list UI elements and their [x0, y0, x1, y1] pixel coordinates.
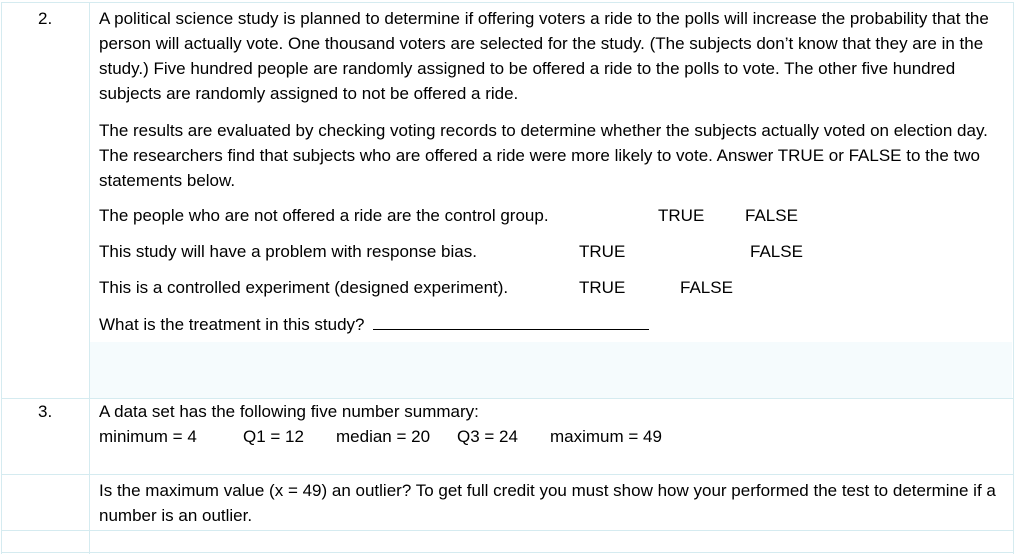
question-text: Is the maximum value (x = 49) an outlier? To get full credit you must show how your performed the test to determine if a number is an outlier.	[99, 481, 996, 525]
summary-minimum: minimum = 4	[99, 427, 197, 446]
statement-text: This is a controlled experiment (designed experiment).	[99, 278, 509, 297]
answer-blank[interactable]	[373, 316, 649, 330]
question-text: A data set has the following five number summary:	[99, 402, 479, 421]
false-option[interactable]: FALSE	[750, 242, 803, 261]
question-text: The results are evaluated by checking voting records to determine whether the subjects actually voted on election day. The researchers find that subjects who are offered a ride were more likely to vote. Answer TRUE or FALSE to the two statements below.	[99, 121, 988, 190]
statement-text: The people who are not offered a ride are the control group.	[99, 206, 549, 225]
treatment-question	[99, 314, 649, 336]
treatment-question-label: What is the treatment in this study?	[99, 315, 365, 334]
true-option[interactable]: TRUE	[658, 206, 705, 225]
summary-maximum: maximum = 49	[550, 427, 662, 446]
answer-space	[90, 342, 1012, 398]
false-option[interactable]: FALSE	[680, 278, 733, 297]
question-text: A political science study is planned to determine if offering voters a ride to the polls will increase the probability that the person will actually vote. One thousand voters are selected for the study. (The subjects don’t know that they are in the study.) Five hundred people are randomly assigned to be offered a ride to the polls to vote. The other five hundred subjects are randomly assigned to not be offered a ride.	[99, 9, 989, 103]
statement-text: This study will have a problem with response bias.	[99, 242, 477, 261]
summary-q3: Q3 = 24	[457, 427, 518, 446]
summary-median: median = 20	[336, 427, 431, 446]
false-option[interactable]: FALSE	[745, 206, 798, 225]
true-option[interactable]: TRUE	[579, 242, 626, 261]
question-number: 2.	[38, 9, 53, 28]
true-option[interactable]: TRUE	[579, 278, 626, 297]
question-number: 3.	[38, 402, 53, 421]
summary-q1: Q1 = 12	[243, 427, 304, 446]
